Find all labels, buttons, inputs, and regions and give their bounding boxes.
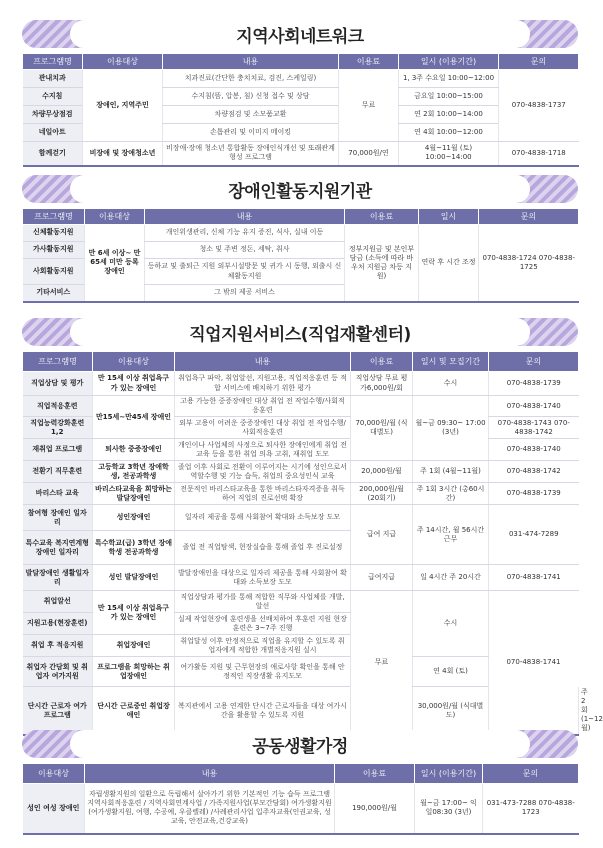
program-content: 그 밖의 제공 서비스 [145, 285, 345, 302]
program-name: 네일아트 [23, 124, 83, 142]
program-content: 복지관에서 고용 연계한 단시간 근로자들을 대상 여가시간을 활용할 수 있도록 지원 [175, 687, 351, 735]
header-contact: 문의 [483, 764, 579, 784]
program-fee: 무료 [351, 591, 413, 735]
program-name: 재취업 프로그램 [23, 439, 93, 461]
header-fee: 이용료 [335, 764, 415, 784]
program-name: 취업 후 적응지원 [23, 635, 93, 657]
program-contact: 070-4838-1741 [489, 591, 579, 735]
section-title: 장애인활동지원기관 [228, 181, 372, 202]
program-time: 수시 [413, 591, 489, 657]
program-name: 단시간 근로자 여가 프로그램 [23, 687, 93, 735]
header-time: 일시 (이용기간) [415, 764, 483, 784]
header-contact: 문의 [489, 352, 579, 372]
program-fee: 급여지급 [351, 565, 413, 591]
table-row [23, 225, 579, 242]
section-banner [22, 730, 578, 758]
program-content: 졸업 전 직업탐색, 현장실습을 통해 졸업 후 진로설정 [175, 531, 351, 565]
program-name: 전환기 직무훈련 [23, 461, 93, 483]
program-fee: 급여 지급 [351, 505, 413, 565]
program-name: 직업상담 및 평가 [23, 372, 93, 396]
program-content: 수지침(뜸, 압봉, 침) 신청 접수 및 상담 [163, 88, 339, 106]
table-row [23, 70, 579, 88]
header-program: 프로그램명 [23, 352, 93, 372]
program-time: 4월~11월 (토) 10:00~14:00 [399, 142, 499, 166]
table-row [23, 372, 579, 396]
program-contact: 031-473-7288 070-4838-1723 [483, 784, 579, 834]
program-target: 바리스타교육을 희망하는 발달장애인 [93, 483, 175, 505]
program-name: 기타서비스 [23, 285, 85, 302]
table-row [23, 565, 579, 591]
program-name: 수지침 [23, 88, 83, 106]
header-content: 내용 [175, 352, 351, 372]
program-content: 자립생활지원의 일환으로 독립해서 살아가기 위한 기본적인 기능 습득 프로그램 지역사회적응훈련 / 지역사회연계사업 / 가족지원사업(부모간담회) 여가생활지원(여가생활지원, 여행, 수공예, 우클렐레) /사례관리사업 입주자교육(인권교육, 성교육, 안전교육,건강교육) [85, 784, 335, 834]
program-target: 특수학교(급) 3학년 장애학생 전공과학생 [93, 531, 175, 565]
header-program: 프로그램명 [23, 54, 83, 70]
header-contact: 문의 [479, 209, 579, 225]
program-name: 취업자 간담회 및 취업자 여가지원 [23, 657, 93, 687]
program-name: 가사활동지원 [23, 242, 85, 259]
table-header-row [23, 54, 579, 70]
program-target: 프로그램을 희망하는 취업장애인 [93, 657, 175, 687]
program-name: 바리스타 교육 [23, 483, 93, 505]
program-time: 월~금 17:00~ 익일08:30 (3년) [415, 784, 483, 834]
program-table [22, 208, 579, 303]
program-time: 주 14시간, 월 56시간 근무 [413, 505, 489, 565]
table-row [23, 784, 579, 834]
program-target: 퇴사한 중증장애인 [93, 439, 175, 461]
program-time: 연 4회 10:00~12:00 [399, 124, 499, 142]
header-fee: 이용료 [345, 209, 419, 225]
program-fee: 직업상담 무료 평가6,000원/회 [351, 372, 413, 396]
program-content: 졸업 이후 사회로 전환이 이루어지는 시기에 성인으로서 역할수행 및 기능 습득, 취업의 중요성인식 교육 [175, 461, 351, 483]
program-target: 취업장애인 [93, 635, 175, 657]
program-content: 외부 고용이 어려운 중증장애인 대상 취업 전 작업수행/사회적응훈련 [175, 417, 351, 439]
program-time: 연 4회 (토) [413, 657, 489, 687]
table-row [23, 505, 579, 531]
program-content: 실제 작업현장에 훈련생을 선배치하여 후훈련 지원 현장훈련은 3~7주 진행 [175, 613, 351, 635]
program-contact: 070-4838-1739 [489, 372, 579, 396]
program-time: 월~금 09:30~ 17:00 (3년) [413, 396, 489, 461]
program-time: 1, 3주 수요일 10:00~12:00 [399, 70, 499, 88]
program-content: 치과진료(간단한 충치치료, 검진, 스케일링) [163, 70, 339, 88]
header-target: 이용대상 [83, 54, 163, 70]
program-contact: 031-474-7289 [489, 505, 579, 565]
program-target: 성인장애인 [93, 505, 175, 531]
program-content: 취업욕구 파악, 취업알선, 지원고용, 직업적응훈련 등 적합 서비스에 배치하기 위한 평가 [175, 372, 351, 396]
program-name: 특수교육 복지연계형 장애인 일자리 [23, 531, 93, 565]
section-banner [22, 175, 578, 203]
program-content: 일자리 제공을 통해 사회참여 확대와 소득보장 도모 [175, 505, 351, 531]
section-banner [22, 20, 578, 48]
program-target: 고등학교 3학년 장애학생, 전공과학생 [93, 461, 175, 483]
program-target: 성인 여성 장애인 [23, 784, 85, 834]
header-fee: 이용료 [339, 54, 399, 70]
program-name: 취업알선 [23, 591, 93, 613]
program-name: 관내치과 [23, 70, 83, 88]
program-table [22, 53, 579, 167]
program-contact: 070-4838-1741 [489, 565, 579, 591]
section-group-home [22, 730, 578, 835]
header-content: 내용 [145, 209, 345, 225]
program-target: 장애인, 지역주민 [83, 70, 163, 142]
program-table [22, 763, 579, 835]
program-name: 지원고용(현장훈련) [23, 613, 93, 635]
header-content: 내용 [163, 54, 339, 70]
header-time: 일시 [419, 209, 479, 225]
program-time: 주 1회 3시간 (총60시간) [413, 483, 489, 505]
section-title: 직업지원서비스(직업재활센터) [189, 324, 411, 345]
program-target: 단시간 근로중인 취업장애인 [93, 687, 175, 735]
program-contact: 070-4838-1737 [499, 70, 579, 142]
program-time: 금요일 10:00~15:00 [399, 88, 499, 106]
table-row [23, 591, 579, 613]
program-target: 성인 발달장애인 [93, 565, 175, 591]
table-header-row [23, 352, 579, 372]
program-name: 사회활동지원 [23, 259, 85, 285]
program-name: 신체활동지원 [23, 225, 85, 242]
section-banner [22, 318, 578, 346]
header-content: 내용 [85, 764, 335, 784]
table-row [23, 142, 579, 166]
section-vocational-support [22, 318, 603, 736]
header-time: 일시 (이용기간) [399, 54, 499, 70]
program-content: 청소 및 주변 정돈, 세탁, 취사 [145, 242, 345, 259]
program-target: 만 15세 이상 취업욕구가 있는 장애인 [93, 591, 175, 635]
program-target: 만15세~만45세 장애인 [93, 396, 175, 439]
program-fee: 정부지원금 및 본인부담금 (소득에 따라 바우처 지원금 차등 지원) [345, 225, 419, 302]
program-time: 연 2회 10:00~14:00 [399, 106, 499, 124]
program-table [22, 351, 603, 736]
program-contact: 070-4838-1743 070-4838-1742 [489, 417, 579, 439]
program-contact: 070-4838-1742 [489, 461, 579, 483]
table-header-row [23, 764, 579, 784]
table-row [23, 483, 579, 505]
program-contact: 070-4838-1718 [499, 142, 579, 166]
program-target: 만 15세 이상 취업욕구가 있는 장애인 [93, 372, 175, 396]
program-name: 직업적응훈련 [23, 396, 93, 417]
program-content: 고용 가능한 중증장애인 대상 취업 전 작업수행/사회적응훈련 [175, 396, 351, 417]
program-target: 만 6세 이상~ 만 65세 미만 등록 장애인 [85, 225, 145, 302]
program-content: 발달장애인을 대상으로 일자리 제공을 통해 사회참여 확대와 소득보장 도모 [175, 565, 351, 591]
header-program: 프로그램명 [23, 209, 85, 225]
header-contact: 문의 [499, 54, 579, 70]
table-row [23, 461, 579, 483]
program-contact: 070-4838-1724 070-4838-1725 [479, 225, 579, 302]
section-activity-support [22, 175, 578, 303]
program-fee: 70,000원/연 [339, 142, 399, 166]
program-content: 개인위생관리, 신체 기능 유지 증진, 식사, 실내 이동 [145, 225, 345, 242]
program-content: 여가활동 지원 및 근무현장의 애로사항 확인을 통해 안정적인 직장생활 유지도모 [175, 657, 351, 687]
program-content: 차량점검 및 소모품교환 [163, 106, 339, 124]
section-title: 지역사회네트워크 [236, 26, 364, 47]
program-time: 일 4시간 주 20시간 [413, 565, 489, 591]
section-title: 공동생활가정 [252, 736, 348, 757]
program-content: 직업상담과 평가를 통해 적합한 직무와 사업체를 개발, 알선 [175, 591, 351, 613]
header-target: 이용대상 [93, 352, 175, 372]
program-name: 직업능력강화훈련 1,2 [23, 417, 93, 439]
program-fee: 200,000원/월 (20회기) [351, 483, 413, 505]
header-time: 일시 및 모집기간 [413, 352, 489, 372]
program-name: 참여형 장애인 일자리 [23, 505, 93, 531]
section-community-network [22, 20, 578, 167]
program-fee: 70,000원/월 (식대별도) [351, 396, 413, 461]
program-name: 발달장애인 생활일자리 [23, 565, 93, 591]
program-fee: 무료 [339, 70, 399, 142]
header-target: 이용대상 [85, 209, 145, 225]
table-row [23, 396, 579, 417]
table-header-row [23, 209, 579, 225]
program-contact: 070-4838-1740 [489, 396, 579, 417]
header-fee: 이용료 [351, 352, 413, 372]
program-fee: 190,000원/월 [335, 784, 415, 834]
program-content: 개인이나 사업체의 사정으로 퇴사한 장애인에게 취업 전 교육 등을 통한 취업 의욕 고취, 재취업 도모 [175, 439, 351, 461]
program-time: 주 1회 (4월~11월) [413, 461, 489, 483]
program-name: 차량무상점검 [23, 106, 83, 124]
program-content: 비장애·장애 청소년 통합활동 장애인식개선 및 또래관계 형성 프로그램 [163, 142, 339, 166]
program-target: 비장애 및 장애청소년 [83, 142, 163, 166]
program-content: 취업달성 이후 안정적으로 직업을 유지할 수 있도록 취업자에게 적합한 개별적응지원 실시 [175, 635, 351, 657]
table-row: 단시간 근로자 여가 프로그램 단시간 근로중인 취업장애인 복지관에서 고용 연계한 단시간 근로자들을 대상 여가시간을 활용할 수 있도록 지원 30,000원/월 (식대별도) 주 2회 (1~12월) [23, 687, 579, 735]
program-fee: 30,000원/월 (식대별도) [413, 687, 489, 735]
table-row [23, 439, 579, 461]
program-time: 연락 후 시간 조정 [419, 225, 479, 302]
program-content: 손톱관리 및 이미지 메이킹 [163, 124, 339, 142]
program-fee: 20,000원/월 [351, 461, 413, 483]
header-target: 이용대상 [23, 764, 85, 784]
program-contact: 070-4838-1739 [489, 483, 579, 505]
program-name: 함께걷기 [23, 142, 83, 166]
program-content: 등하교 및 출퇴근 지원 외부시설방문 및 귀가 시 동행, 외출시 신체활동지원 [145, 259, 345, 285]
program-time: 수시 [413, 372, 489, 396]
program-content: 전문적인 바리스타교육을 통한 바리스타자격증을 취득하여 직업의 진로선택 확장 [175, 483, 351, 505]
program-contact: 070-4838-1740 [489, 439, 579, 461]
